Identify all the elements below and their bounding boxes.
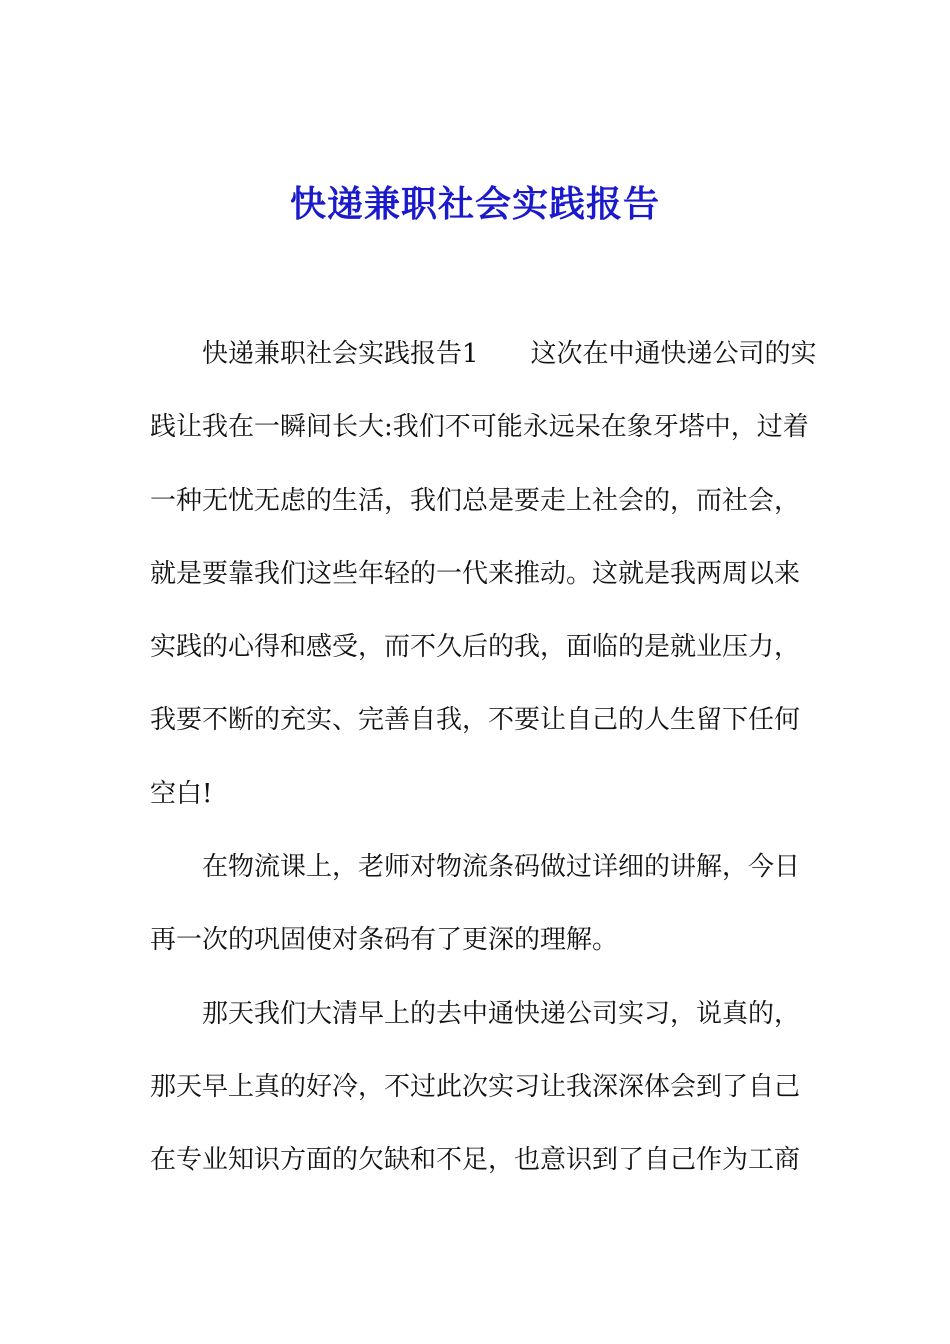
paragraph-line: 践让我在一瞬间长大:我们不可能永远呆在象牙塔中，过着	[150, 412, 809, 443]
inline-heading: 快递兼职社会实践报告1	[202, 339, 479, 369]
paragraph-line: 在专业知识方面的欠缺和不足，也意识到了自己作为工商	[150, 1145, 801, 1176]
paragraph-line: 在物流课上，老师对物流条码做过详细的讲解，今日	[202, 852, 801, 883]
line-text: 这次在中通快递公司的实	[530, 339, 817, 369]
paragraph-line: 那天我们大清早上的去中通快递公司实习，说真的，	[202, 998, 801, 1029]
paragraph-line: 一种无忧无虑的生活，我们总是要走上社会的，而社会，	[150, 485, 801, 516]
document-body	[150, 330, 817, 1210]
document-title: 快递兼职社会实践报告	[289, 183, 660, 225]
paragraph-line	[150, 330, 817, 378]
paragraph-line: 空白!	[150, 778, 213, 809]
paragraph-line: 我要不断的充实、完善自我，不要让自己的人生留下任何	[150, 705, 801, 736]
paragraph-line: 那天早上真的好冷，不过此次实习让我深深体会到了自己	[150, 1071, 801, 1102]
paragraph-line: 实践的心得和感受，而不久后的我，面临的是就业压力，	[150, 632, 801, 663]
paragraph-line: 再一次的巩固使对条码有了更深的理解。	[150, 925, 619, 956]
paragraph-line: 就是要靠我们这些年轻的一代来推动。这就是我两周以来	[150, 558, 801, 589]
